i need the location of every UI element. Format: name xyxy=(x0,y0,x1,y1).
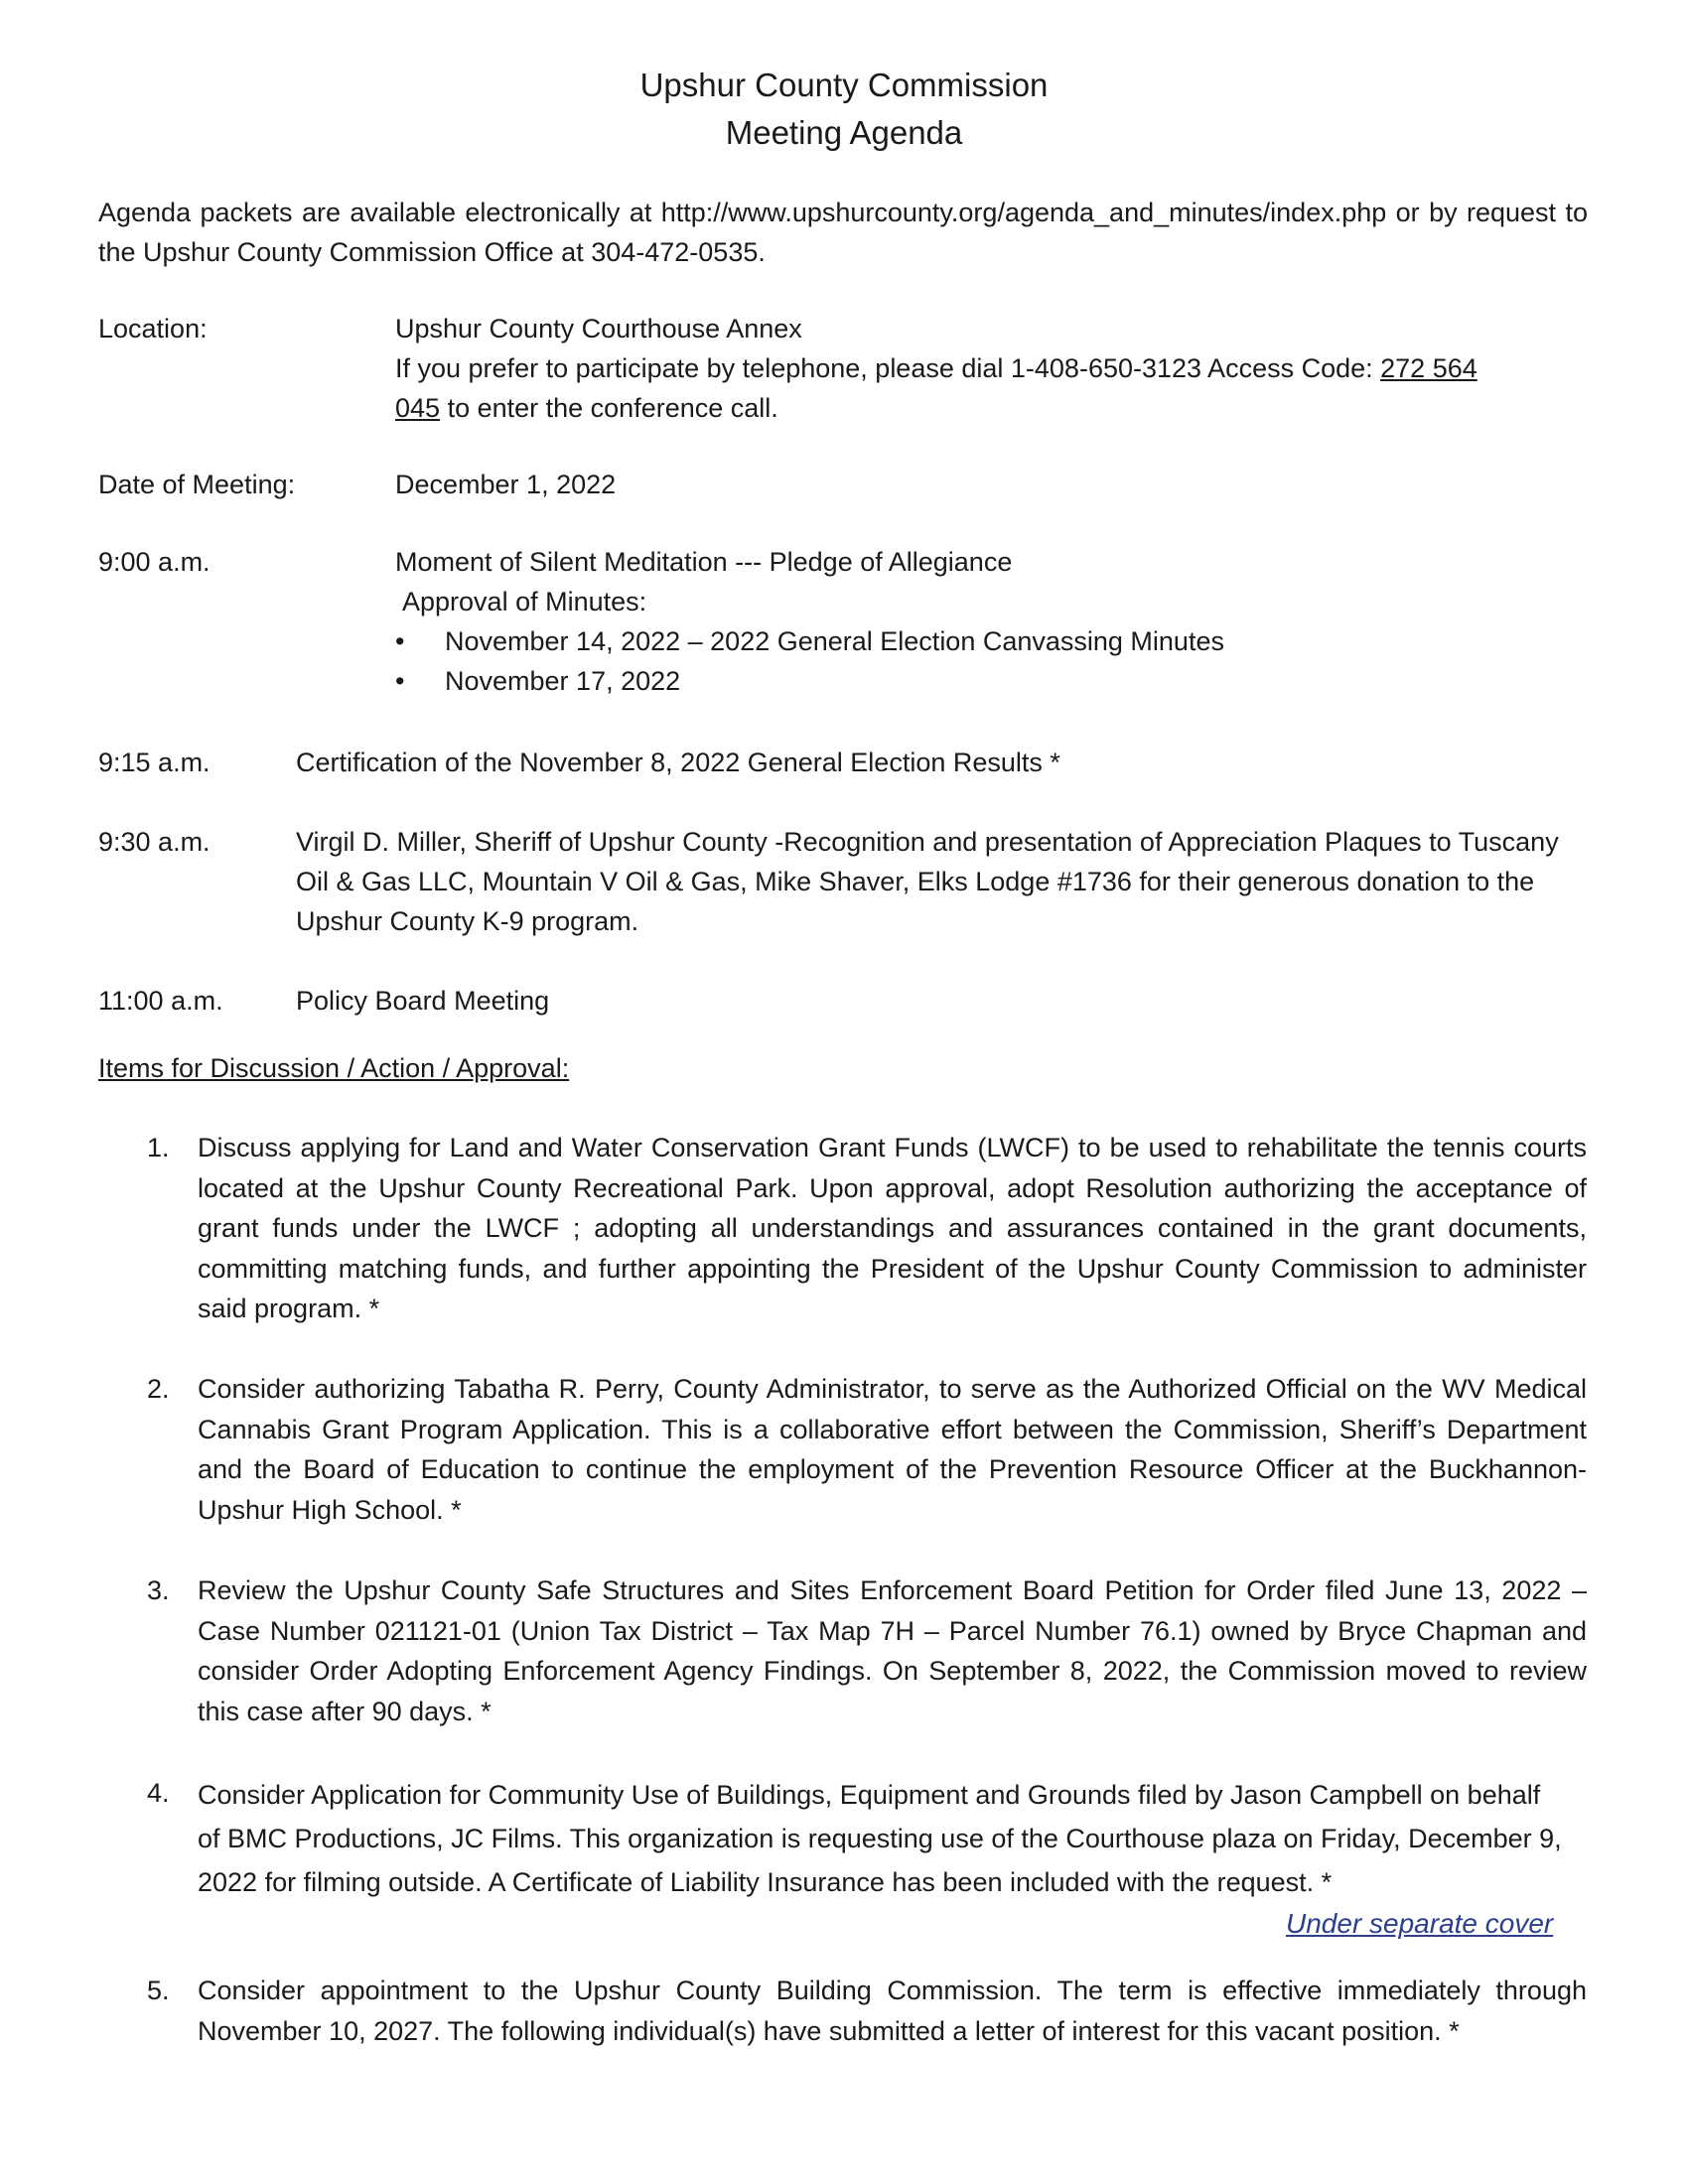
schedule-text: Certification of the November 8, 2022 General Election Results * xyxy=(296,748,1060,777)
schedule-time: 9:00 a.m. xyxy=(98,547,211,577)
location-place: Upshur County Courthouse Annex xyxy=(395,314,802,343)
items-heading: Items for Discussion / Action / Approval: xyxy=(98,1053,570,1083)
schedule-text: Virgil D. Miller, Sheriff of Upshur County -Recognition and presentation of Appreciation Plaques to Tuscany Oil & Gas LLC, Mountain V Oil & Gas, Mike Shaver, Elks Lodge #1736 for their generous donation to the Upshur County K-9 program. xyxy=(296,827,1559,936)
agenda-item: Review the Upshur County Safe Structures and Sites Enforcement Board Petition for Order filed June 13, 2022 – Case Number 021121-01 (Union Tax District – Tax Map 7H – Parcel Number 76.1) owned by Bryce Chapman and consider Order Adopting Enforcement Agency Findings. On September 8, 2022, the Commission moved to review this case after 90 days. * xyxy=(198,1575,1587,1726)
schedule-time: 9:15 a.m. xyxy=(98,748,211,777)
page-subtitle: Meeting Agenda xyxy=(725,114,963,151)
location-phone xyxy=(395,348,1587,388)
date-label: Date of Meeting: xyxy=(98,470,296,499)
schedule-text: Moment of Silent Meditation --- Pledge of Allegiance xyxy=(395,547,1013,577)
item-number: 5. xyxy=(147,1976,170,2005)
access-code-link[interactable]: 272 564 xyxy=(1380,353,1477,383)
approval-of-minutes-label: Approval of Minutes: xyxy=(402,587,647,616)
under-separate-cover-link[interactable]: Under separate cover xyxy=(1286,1908,1554,1939)
agenda-item: Consider authorizing Tabatha R. Perry, County Administrator, to serve as the Authorized Official on the WV Medical Cannabis Grant Program Application. This is a collaborative effort between the Commission, Sheriff’s Department and the Board of Education to continue the employment of the Prevention Resource Officer at the Buckhannon-Upshur High School. * xyxy=(198,1374,1587,1525)
agenda-item: Discuss applying for Land and Water Conservation Grant Funds (LWCF) to be used to rehabilitate the tennis courts located at the Upshur County Recreational Park. Upon approval, adopt Resolution authorizing the acceptance of grant funds under the LWCF ; adopting all understandings and assurances contained in the grant documents, committing matching funds, and further appointing the President of the Upshur County Commission to administer said program. * xyxy=(198,1133,1587,1323)
agenda-item: Consider appointment to the Upshur County Building Commission. The term is effective immediately through November 10, 2027. The following individual(s) have submitted a letter of interest for this vacant position. * xyxy=(198,1976,1587,2046)
item-number: 2. xyxy=(147,1374,170,1404)
bullet-icon: • xyxy=(395,626,405,656)
location-phone-cont xyxy=(395,388,1587,428)
item-number: 4. xyxy=(147,1778,170,1808)
location-label: Location: xyxy=(98,314,208,343)
intro-paragraph: Agenda packets are available electronically at http://www.upshurcounty.org/agenda_and_minutes/index.php or by request to the Upshur County Commission Office at 304-472-0535. xyxy=(98,198,1588,267)
page-title: Upshur County Commission xyxy=(639,67,1049,103)
phone-suffix: to enter the conference call. xyxy=(440,393,778,423)
schedule-text: Policy Board Meeting xyxy=(296,986,550,1016)
date-value: December 1, 2022 xyxy=(395,470,617,499)
access-code-link-cont[interactable]: 045 xyxy=(395,393,441,423)
schedule-time: 11:00 a.m. xyxy=(98,986,223,1016)
minutes-item: November 17, 2022 xyxy=(445,666,681,696)
item-number: 3. xyxy=(147,1575,170,1605)
schedule-time: 9:30 a.m. xyxy=(98,827,211,857)
agenda-item: Consider Application for Community Use of Buildings, Equipment and Grounds filed by Jason Campbell on behalf of BMC Productions, JC Films. This organization is requesting use of the Courthouse plaza on Friday, December 9, 2022 for filming outside. A Certificate of Liability Insurance has been included with the request. * xyxy=(198,1780,1562,1897)
minutes-item: November 14, 2022 – 2022 General Election Canvassing Minutes xyxy=(445,626,1224,656)
item-number: 1. xyxy=(147,1133,170,1162)
phone-text: If you prefer to participate by telephone, please dial 1-408-650-3123 Access Code: xyxy=(395,353,1381,383)
bullet-icon: • xyxy=(395,666,405,696)
